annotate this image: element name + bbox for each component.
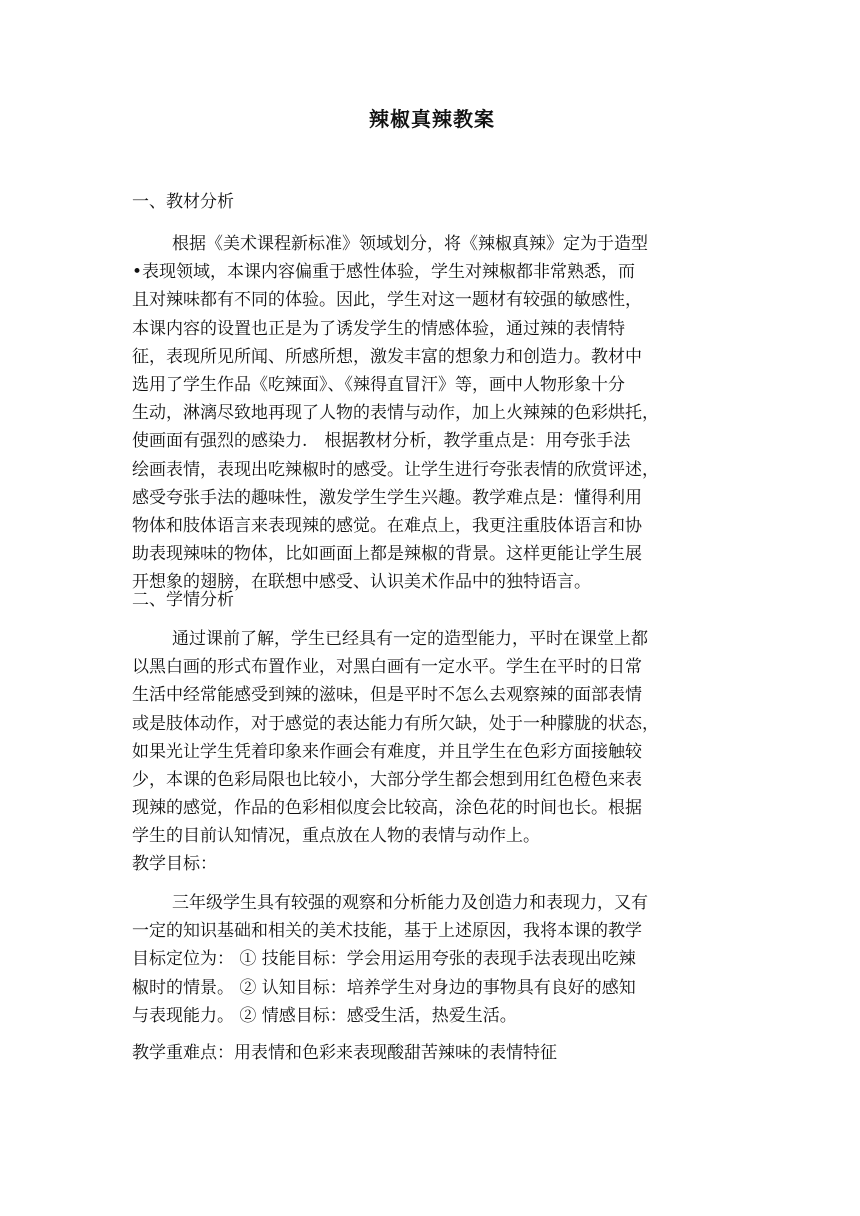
paragraph-line: 助表现辣味的物体，比如画面上都是辣椒的背景。这样更能让学生展: [132, 544, 642, 565]
paragraph-line: 三年级学生具有较强的观察和分析能力及创造力和表现力，又有: [172, 893, 648, 913]
document-title: 辣椒真辣教案: [369, 107, 495, 131]
section-paragraph-learner-analysis: [132, 625, 732, 851]
paragraph-line: 或是肢体动作，对于感觉的表达能力有所欠缺，处于一种朦胧的状态，: [132, 713, 659, 734]
section-heading-learner-analysis: 二、学情分析: [132, 590, 234, 610]
section-heading-teaching-goals: 教学目标：: [132, 854, 217, 874]
section-heading-key-points: 教学重难点：用表情和色彩来表现酸甜苦辣味的表情特征: [132, 1043, 557, 1063]
paragraph-line: 椒时的情景。 ② 认知目标：培养学生对身边的事物具有良好的感知: [132, 977, 636, 998]
paragraph-line: 目标定位为： ① 技能目标：学会用运用夸张的表现手法表现出吃辣: [132, 949, 636, 970]
section-heading-material-analysis: 一、教材分析: [132, 192, 234, 212]
paragraph-line: 生活中经常能感受到辣的滋味，但是平时不怎么去观察辣的面部表情: [132, 685, 642, 706]
section-paragraph-teaching-goals: [132, 889, 732, 1030]
paragraph-line: •表现领域，本课内容偏重于感性体验，学生对辣椒都非常熟悉，而: [132, 262, 636, 283]
paragraph-line: 如果光让学生凭着印象来作画会有难度，并且学生在色彩方面接触较: [132, 741, 642, 762]
paragraph-line: 以黑白画的形式布置作业，对黑白画有一定水平。学生在平时的日常: [132, 657, 642, 678]
paragraph-line: 感受夸张手法的趣味性，激发学生学生兴趣。教学难点是：懂得利用: [132, 487, 642, 508]
paragraph-line: 通过课前了解，学生已经具有一定的造型能力，平时在课堂上都: [172, 629, 648, 649]
paragraph-line: 现辣的感觉，作品的色彩相似度会比较高，涂色花的时间也长。根据: [132, 798, 642, 819]
paragraph-line: 物体和肢体语言来表现辣的感觉。在难点上，我更注重肢体语言和协: [132, 516, 642, 537]
paragraph-line: 与表现能力。 ② 情感目标：感受生活，热爱生活。: [132, 1005, 517, 1026]
paragraph-line: 根据《美术课程新标准》领域划分，将《辣椒真辣》定为于造型: [172, 234, 648, 254]
paragraph-line: 绘画表情，表现出吃辣椒时的感受。让学生进行夸张表情的欣赏评述，: [132, 459, 659, 480]
section-paragraph-material-analysis: [132, 230, 732, 597]
paragraph-line: 开想象的翅膀，在联想中感受、认识美术作品中的独特语言。: [132, 572, 591, 593]
paragraph-line: 生动，淋漓尽致地再现了人物的表情与动作，加上火辣辣的色彩烘托，: [132, 403, 659, 424]
paragraph-line: 且对辣味都有不同的体验。因此，学生对这一题材有较强的敏感性，: [132, 290, 642, 311]
paragraph-line: 学生的目前认知情况，重点放在人物的表情与动作上。: [132, 826, 540, 847]
paragraph-line: 选用了学生作品《吃辣面》、《辣得直冒汗》等，画中人物形象十分: [132, 375, 625, 396]
paragraph-line: 少，本课的色彩局限也比较小，大部分学生都会想到用红色橙色来表: [132, 770, 642, 791]
paragraph-line: 本课内容的设置也正是为了诱发学生的情感体验，通过辣的表情特: [132, 318, 625, 339]
paragraph-line: 一定的知识基础和相关的美术技能，基于上述原因，我将本课的教学: [132, 921, 642, 942]
paragraph-line: 使画面有强烈的感染力. 根据教材分析，教学重点是：用夸张手法: [132, 431, 631, 452]
paragraph-line: 征，表现所见所闻、所感所想，激发丰富的想象力和创造力。教材中: [132, 346, 642, 367]
